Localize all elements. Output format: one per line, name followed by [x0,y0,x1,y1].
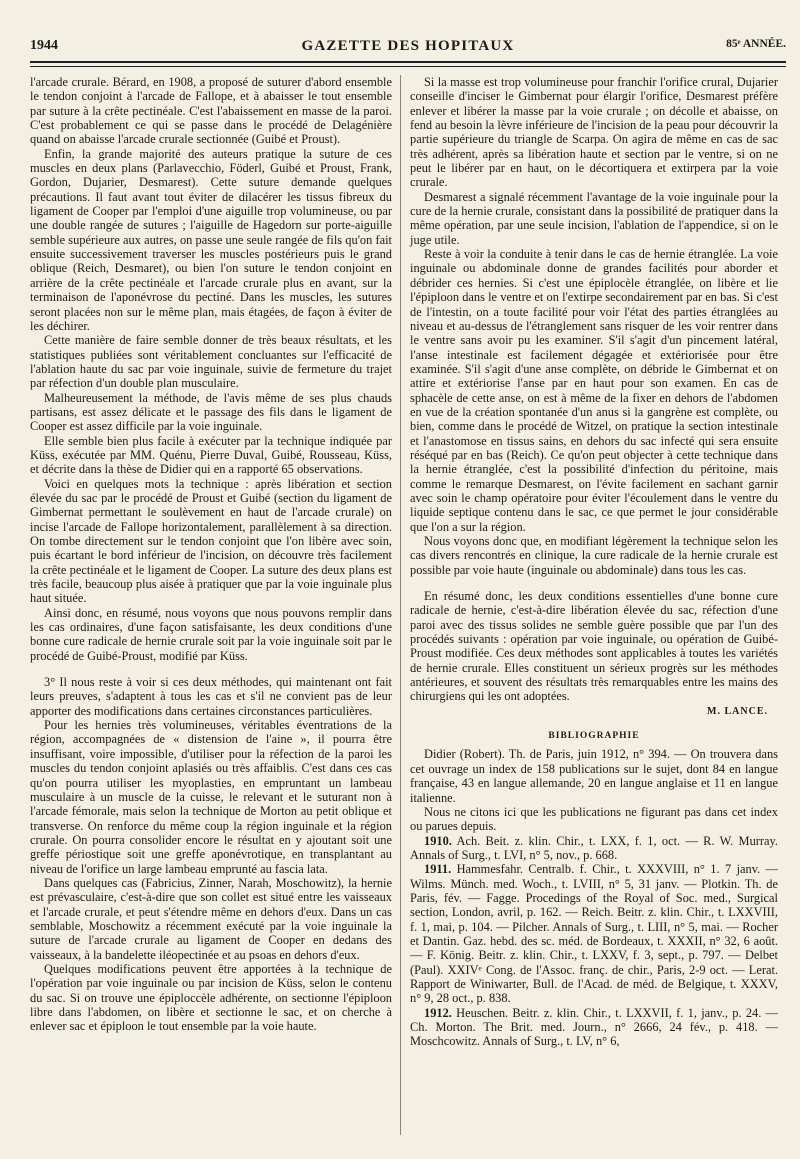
column-divider [400,75,401,1135]
paragraph: 3° Il nous reste à voir si ces deux méthodes, qui maintenant ont fait leurs preuves, s'adaptent à tous les cas et s'il ne convient pas de leur apporter des modifications dans certaines circonstances particulières. [30,675,392,718]
bibliography-intro: Didier (Robert). Th. de Paris, juin 1912, n° 394. — On trouvera dans cet ouvrage un index de 158 publications sur le sujet, dont 84 en langue française, 43 en langue allemande, 20 en langue anglaise et 11 en langue italienne. [410,747,778,805]
entry-year: 1912. [424,1005,452,1020]
bibliography-title: BIBLIOGRAPHIE [548,731,640,742]
entry-year: 1911. [424,862,452,877]
paragraph: Pour les hernies très volumineuses, véritables éventrations de la région, accompagnées de « distension de l'aine », il pourra être insuffisant, voire impossible, d'utiliser pour la réfection de la paroi les muscles du tendon conjoint aplasiés ou très affaiblis. C'est dans ces cas qu'on pourra utiliser les myoplasties, en empruntant un lambeau musculaire à un muscle de la cuisse, le relevant et le suturant non à l'arcade fémorale, mais selon la technique de Morton au petit oblique et transverse. On renforce du même coup la région inguinale et la région crurale. On pourra consolider encore le résultat en y ajoutant soit une greffe périostique soit une greffe aponévrotique, en transplantant au niveau de l'orifice un large lambeau emprunté au fascia lata. [30,718,392,876]
paragraph: Cette manière de faire semble donner de très beaux résultats, et les statistiques publiées sont véritablement concluantes sur l'efficacité de l'ablation haute du sac par voie inguinale, suivie de fermeture du trajet par réfection d'un double plan musculaire. [30,333,392,391]
paragraph: Si la masse est trop volumineuse pour franchir l'orifice crural, Dujarier conseille d'inciser le Gimbernat pour élargir l'orifice, Desmarest préfère enlever et libérer la masse par la voie crurale ; on décolle et abaisse, on fend au besoin la lèvre inférieure de l'incision de la peau pour découvrir la partie supérieure du triangle de Scarpa. On agira de même en cas de sac très adhérent, après sa libération haute et section par le ventre, si on ne peut le libérer par en haut, on le décortiquera et extirpera par la voie crurale. [410,75,778,190]
bibliography-entry [410,862,778,1005]
paragraph: En résumé donc, les deux conditions essentielles d'une bonne cure radicale de hernie, c'est-à-dire libération élevée du sac, réfection d'une paroi avec des tissus solides ne semble guère possible que par l'un des procédés suivants : opération par voie inguinale, ou opération de Guibé-Proust modifiée. Ces deux méthodes sont applicables à toutes les variétés de hernie crurale. Elles constituent un sérieux progrès sur les méthodes antérieures, et souvent des résultats très remarquables entre les mains des chirurgiens qui les ont adoptées. [410,589,778,704]
paragraph: Reste à voir la conduite à tenir dans le cas de hernie étranglée. La voie inguinale ou abdominale donne de grandes facilités pour aborder et débrider ces hernies. Si c'est une épiplocèle étranglée, on libère et lie l'épiploon dans le ventre et on l'extirpe secondairement par en bas. Si c'est de l'intestin, on a toute facilité pour voir l'état des parties étranglées au niveau et au-dessus de l'étranglement sans risquer de les voir rentrer dans le ventre sans avoir pu les examiner. S'il s'agit d'un pincement latéral, l'anse intestinale est facilement dégagée et extériorisée pour être examinée. S'il s'agit d'une anse complète, on débride le Gimbernat et on attire et extériorise l'anse par en haut pour son examen. En cas de sphacèle de cette anse, on est à même de la fixer en dehors de l'abdomen en vue de la création spontanée d'un anus si la gangrène est complète, ou bien, comme dans le procédé de Witzel, on pratique la section intestinale et l'anastomose en tissus sains, en dehors du sac infecté qui sera ensuite réséqué par en bas (Reich). Ce qu'on peut objecter à cette technique dans la hernie étranglée, c'est la possibilité d'infection du péritoine, mais comme le remarque Desmarest, on l'évite facilement en sachant garnir avec soin le champ opératoire pour éviter l'écoulement dans le ventre du liquide septique contenu dans le sac, ce que permet le jour considérable que l'on a sur la région. [410,247,778,534]
paragraph: Dans quelques cas (Fabricius, Zinner, Narah, Moschowitz), la hernie est prévasculaire, c'est-à-dire que son collet est situé entre les vaisseaux et l'arcade crurale, et peut s'étendre même en dehors d'eux. Dans un cas semblable, Moschowitz a récemment exécuté par la voie inguinale la suture de l'arcade crurale au ligament de Cooper en dedans des vaisseaux, à la bandelette iléopectinée et au psoas en dehors d'eux. [30,875,392,962]
entry-text: Ach. Beit. z. klin. Chir., t. LXX, f. 1, oct. — R. W. Murray. Annals of Surg., t. LVI, n° 5, nov., p. 668. [410,833,778,862]
year-label: 85ᵉ ANNÉE. [726,38,786,50]
paragraph: Ainsi donc, en résumé, nous voyons que nous pouvons remplir dans les cas ordinaires, d'une façon satisfaisante, les deux conditions d'une bonne cure radicale de hernie crurale soit par la voie inguinale soit par le procédé de Guibé-Proust, modifié par Küss. [30,605,392,663]
right-column [410,75,778,1049]
paragraph: Malheureusement la méthode, de l'avis même de ses plus chauds partisans, est assez délicate et le passage des fils dans le ligament de Cooper est assez difficile par la voie inguinale. [30,390,392,434]
bibliography-entry [410,834,778,863]
paragraph: Quelques modifications peuvent être apportées à la technique de l'opération par voie inguinale ou par incision de Küss, selon le contenu du sac. Si on trouve une épiploccèle adhérente, on sectionne l'épiploon libre dans l'abdomen, on libère et sectionne le sac, et on cherche à enlever sac et épiploon le tout ensemble par la voie haute. [30,961,392,1034]
bibliography-entry [410,1006,778,1049]
paragraph: Voici en quelques mots la technique : après libération et section élevée du sac par le procédé de Proust et Guibé (section du ligament de Gimbernat permettant le soulèvement en haut de l'arcade crurale) on incise l'arcade de Fallope horizontalement, parallèlement à sa direction. On tombe directement sur le tendon conjoint que l'on libère avec soin, puis écartant le bord inférieur de l'incision, on découvre très facilement la crête pectinéale et le ligament de Cooper. La suture des deux plans est très facile, beaucoup plus aisée à pratiquer que par la voie inguinale plus haut située. [30,476,392,606]
header-rule-thin [30,66,786,67]
entry-text: Heuschen. Beitr. z. klin. Chir., t. LXXVII, f. 1, janv., p. 24. — Ch. Morton. The Brit. med. Journ., n° 2666, 24 fév., p. 418. — Moschcowitz. Annals of Surg., t. LV, n° 6, [410,1005,778,1049]
paragraph: Elle semble bien plus facile à exécuter par la technique indiquée par Küss, exécutée par MM. Quénu, Pierre Duval, Guibé, Rousseau, Küss, et décrite dans la thèse de Didier qui en a rapporté 65 observations. [30,433,392,477]
entry-text: Hammesfahr. Centralb. f. Chir., t. XXXVIII, n° 1. 7 janv. — Wilms. Münch. med. Woch., t. LVIII, n° 5, 31 janv. — Plotkin. Th. de Paris, fév. — Fagge. Procedings of the Royal of Soc. med., Surgical section, London, avril, p. 162. — Reich. Beitr. z. klin. Chir., t. LXXVIII, f. 1, mai, p. 104. — Pilcher. Annals of Surg., t. LIII, n° 5, mai. — Rocher et Dantin. Gaz. hebd. des sc. méd. de Bordeaux, t. XXXII, n° 32, 6 août. — F. König. Beitr. z. klin. Chir., t. LXXV, f. 3, sept., p. 797. — Delbet (Paul). XXIVᵉ Cong. de l'Assoc. franç. de chir., Paris, 2-9 oct. — Lerat. Rapport de Winiwarter, Bull. de l'Acad. de méd. de Belgique, t. XXXV, n° 9, 28 oct., p. 838. [410,862,778,1006]
paragraph: Nous voyons donc que, en modifiant légèrement la technique selon les cas divers rencontrés en clinique, la cure radicale de la hernie crurale est possible par voie haute (inguinale ou abdominale) dans tous les cas. [410,534,778,577]
page-number: 1944 [30,38,58,53]
journal-title: GAZETTE DES HOPITAUX [301,38,515,54]
bibliography-intro: Nous ne citons ici que les publications ne figurant pas dans cet index ou parues depuis. [410,804,778,834]
entry-year: 1910. [424,833,452,848]
header-rule-thick [30,61,786,63]
paragraph: l'arcade crurale. Bérard, en 1908, a proposé de suturer d'abord ensemble le tendon conjoint à l'arcade de Fallope, et à abaisser le tout ensemble par suture à la crête pectinéale. C'est l'abaissement en masse de la paroi. C'est probablement ce qui se passe dans le procédé de Delagénière quand on abaisse l'arcade crurale sectionnée (Guibé et Proust). [30,75,392,147]
paragraph: Desmarest a signalé récemment l'avantage de la voie inguinale pour la cure de la hernie crurale, consistant dans la possibilité de pratiquer dans la même opération, par une seule incision, l'ablation de l'appendice, si on le juge utile. [410,189,778,247]
bibliography [410,747,778,1048]
author-signature: M. LANCE. [707,705,768,717]
left-column [30,75,392,1034]
page-header [30,38,786,60]
paragraph: Enfin, la grande majorité des auteurs pratique la suture de ces muscles en deux plans (Parlavecchio, Föderl, Guibé et Proust, Frank, Gordon, Dujarier, Desmarest). Cette suture demande quelques précautions. Il faut avant tout éviter de dilacérer les tissus fibreux du ligament de Cooper par l'emploi d'une aiguille trop volumineuse, ou par une double rangée de sutures ; l'aiguille de Hagedorn sur porte-aiguille semble supérieure aux autres, on passe une seule rangée de fils qu'on fait ensuite successivement traverser les muscles postérieurs puis le grand oblique (Reich, Desmaret), ou bien l'on suture le tendon conjoint en arrière de la crête pectinéale et l'arcade crurale plus en avant, sur la terminaison de l'aponévrose du pectiné. Dans les muscles, les sutures seront placées non sur le même plan, mais étagées, de façon à éviter de les déchirer. [30,146,392,333]
